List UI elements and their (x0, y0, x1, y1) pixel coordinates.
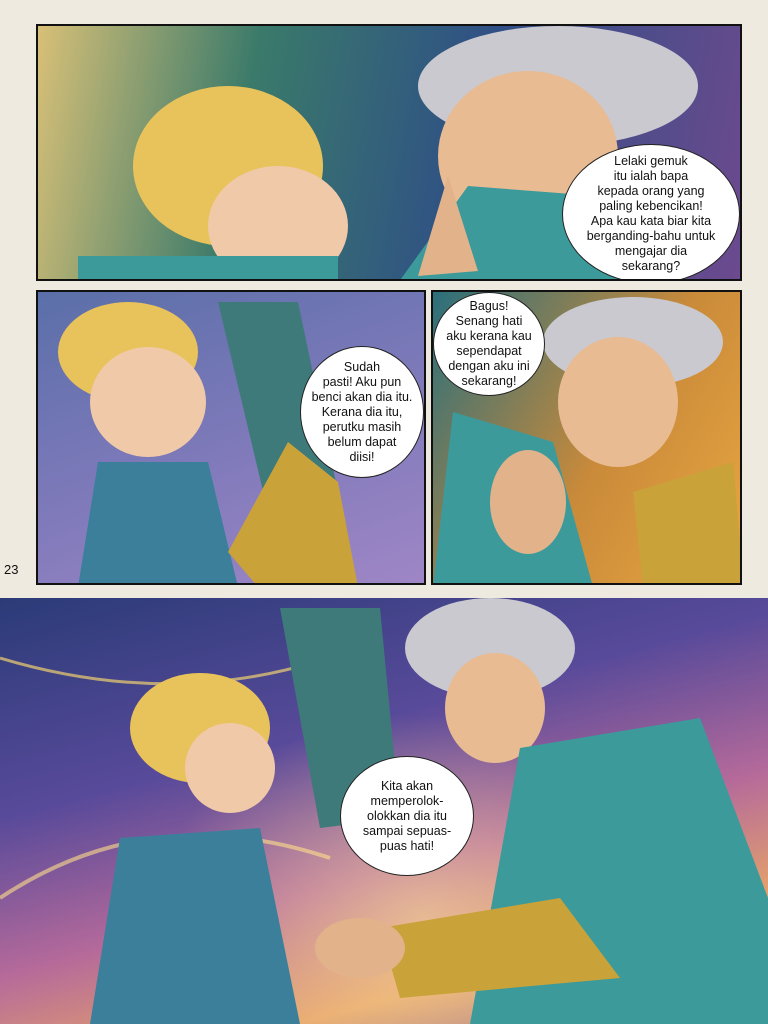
boy-outfit (78, 462, 238, 585)
speech-text-3: Bagus! Senang hati aku kerana kau sependapat dengan aku ini sekarang! (446, 299, 532, 388)
speech-text-2: Sudah pasti! Aku pun benci akan dia itu. Kerana dia itu, perutku masih belum dapat diisi! (311, 359, 413, 464)
fist (490, 450, 566, 554)
boy-face (90, 347, 206, 457)
comic-panel-2 (36, 290, 426, 585)
boy-outfit (90, 828, 300, 1024)
comic-panel-1 (36, 24, 742, 281)
speech-bubble-1 (562, 144, 740, 281)
handshake (315, 918, 405, 978)
speech-text-4: Kita akan memperolok- olokkan dia itu sampai sepuas- puas hati! (362, 778, 452, 853)
speech-bubble-3 (433, 292, 545, 396)
man-face (558, 337, 678, 467)
speech-text-1: Lelaki gemuk itu ialah bapa kepada orang yang paling kebencikan! Apa kau kata biar kita berganding-bahu untuk mengajar dia sekarang? (586, 154, 716, 273)
boy-collar (78, 256, 338, 281)
comic-panel-3 (431, 290, 742, 585)
comic-panel-4 (0, 598, 768, 1024)
speech-bubble-2 (300, 346, 424, 478)
gold-armor (633, 462, 742, 585)
boy-face (185, 723, 275, 813)
page-number: 23 (4, 562, 19, 577)
speech-bubble-4 (340, 756, 474, 876)
